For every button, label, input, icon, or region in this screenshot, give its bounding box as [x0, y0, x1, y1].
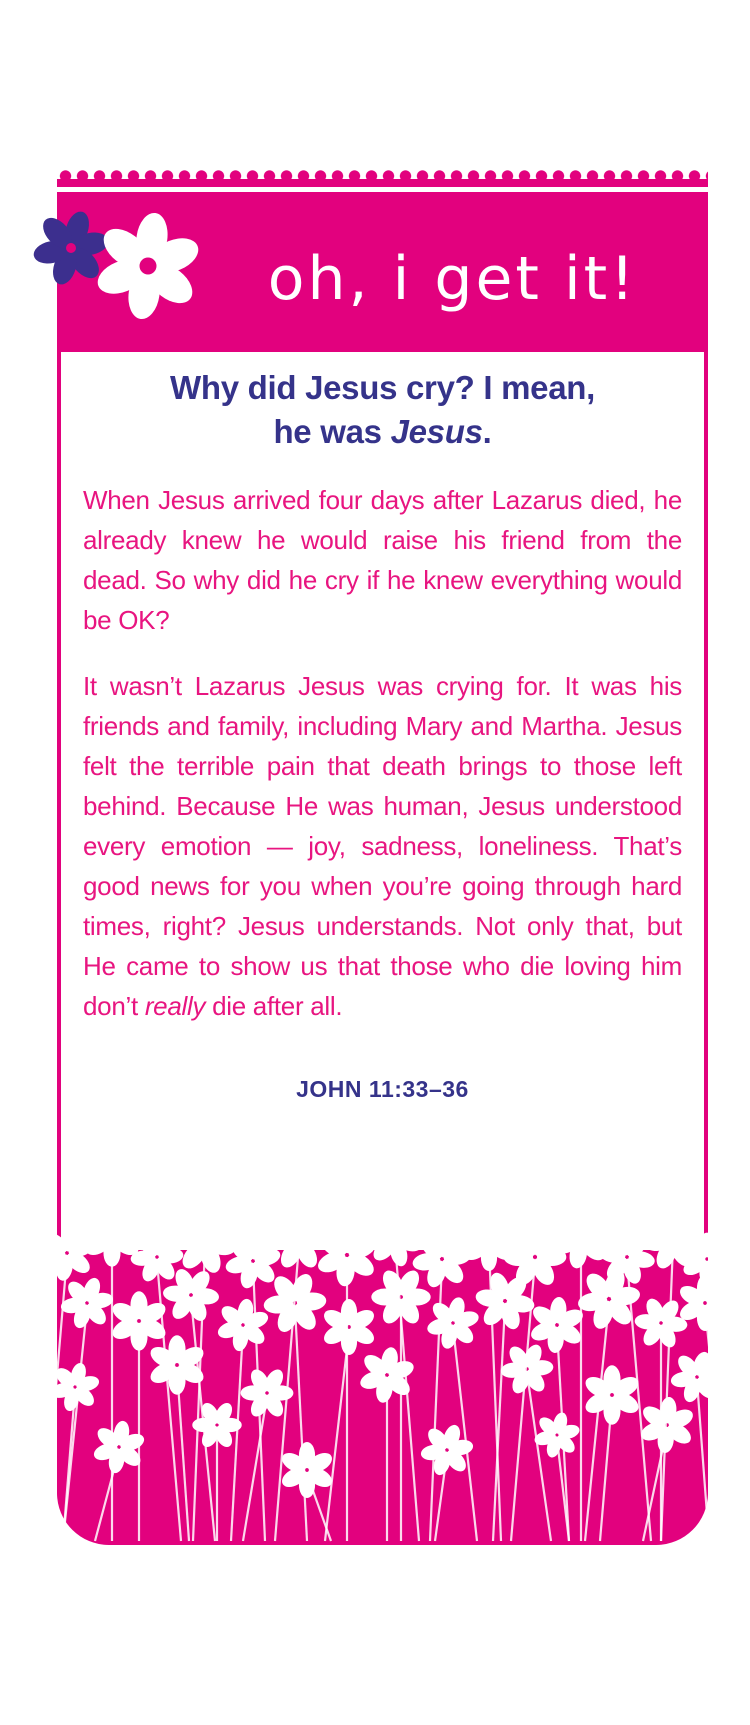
torn-edge	[57, 170, 708, 187]
flower-field	[57, 1250, 708, 1545]
paragraph-1: When Jesus arrived four days after Lazarus died, he already knew he would raise his friend from the dead. So why did he cry if he knew everything would be OK?	[83, 485, 682, 635]
card-header	[57, 192, 708, 352]
heading-italic-word: Jesus	[390, 413, 483, 450]
question-heading-line1: Why did Jesus cry? I mean,	[169, 369, 595, 406]
bookmark-card	[57, 170, 708, 1545]
card-title: oh, i get it!	[267, 244, 638, 314]
scripture-reference: JOHN 11:33–36	[296, 1076, 469, 1102]
paragraph-italic-word: really	[144, 991, 206, 1021]
question-heading	[61, 366, 704, 454]
card-content	[61, 352, 704, 1103]
paragraph-2: It wasn’t Lazarus Jesus was crying for. It was his friends and family, including Mary and Martha. Jesus felt the terrible pain that death brings to those left behind. Because He was human, Jesus understood every emotion — joy, sadness, loneliness. That’s good news for you when you’re going through hard times, right? Jesus understands. Not only that, but He came to show us that those who die loving him don’t really die after all.	[83, 671, 682, 1021]
question-heading-line2: he was Jesus.	[273, 413, 492, 450]
white-flower-icon	[86, 204, 210, 328]
